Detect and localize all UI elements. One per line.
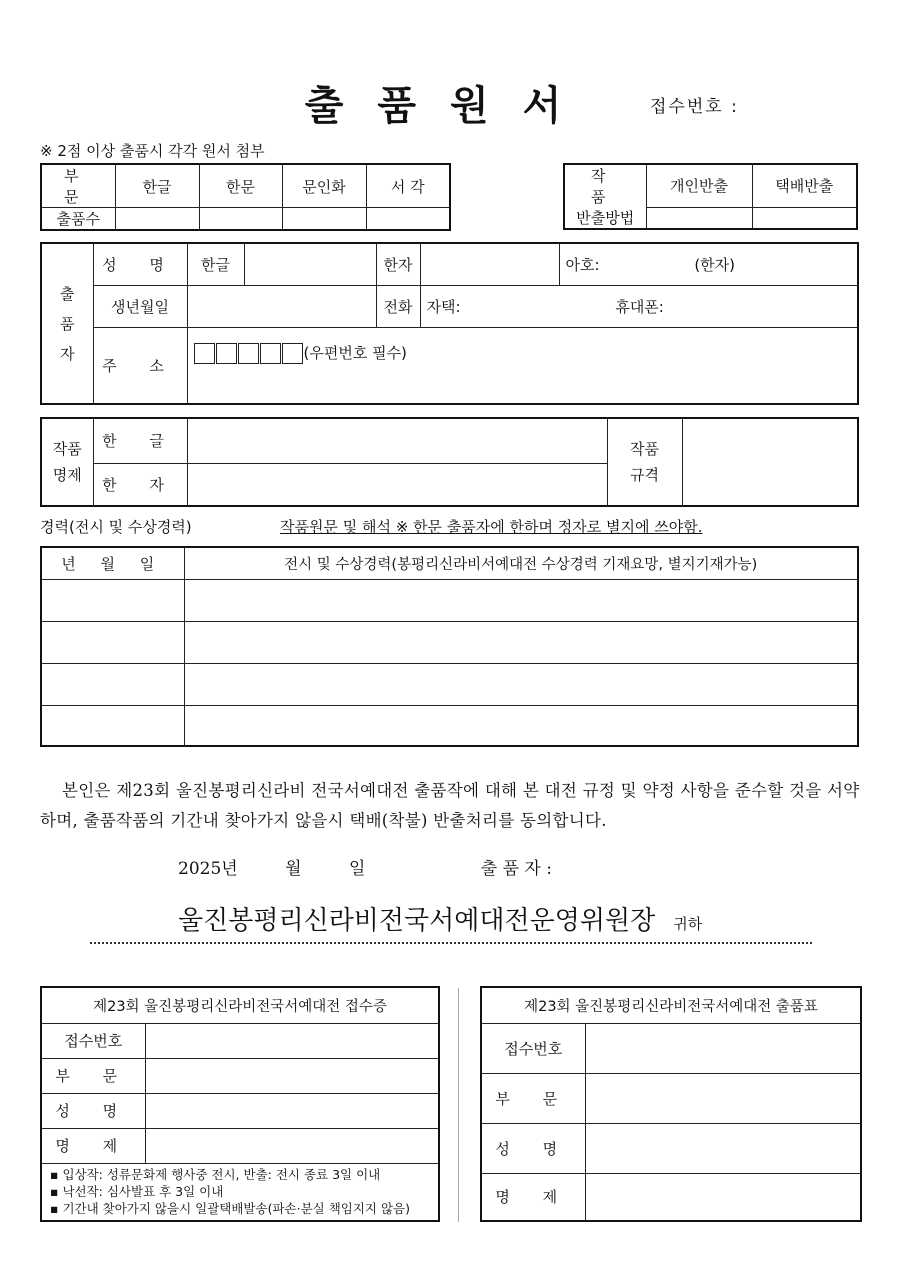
entry-row-label: 부 문 xyxy=(481,1073,585,1123)
applicant-side-label: 출 품 자 xyxy=(41,243,93,404)
committee-name: 울진봉평리신라비전국서예대전운영위원장 xyxy=(178,906,656,936)
receipt-name-field[interactable] xyxy=(145,1093,439,1128)
applicant-table xyxy=(40,242,859,405)
count-hanmun-field[interactable] xyxy=(199,208,282,231)
birth-label: 생년월일 xyxy=(93,285,187,327)
return-delivery-field[interactable] xyxy=(752,207,857,229)
receipt-number-label: 접수번호 : xyxy=(650,97,739,117)
category-label: 부 문 xyxy=(41,164,115,208)
career-desc-field[interactable] xyxy=(184,663,858,705)
receipt-row-label: 명 제 xyxy=(41,1128,145,1163)
address-field[interactable] xyxy=(187,327,858,404)
table-row xyxy=(481,1173,861,1221)
table-row xyxy=(41,1128,439,1163)
date-month: 월 xyxy=(285,859,302,879)
receipt-card-title: 제23회 울진봉평리신라비전국서예대전 접수증 xyxy=(41,987,439,1023)
table-row xyxy=(481,1023,861,1073)
career-table xyxy=(40,546,859,747)
career-date-header: 년 월 일 xyxy=(41,547,184,579)
entry-name-field[interactable] xyxy=(585,1123,861,1173)
career-notice: 작품원문 및 해석 ※ 한문 출품자에 한하며 정자로 별지에 쓰야함. xyxy=(280,518,703,536)
address-label: 주 소 xyxy=(93,327,187,404)
rule-item: ▪ 낙선작: 심사발표 후 3일 이내 xyxy=(50,1183,224,1199)
receipt-card xyxy=(40,986,440,1222)
table-row xyxy=(41,1058,439,1093)
phone-label: 전화 xyxy=(376,285,420,327)
name-label: 성 명 xyxy=(93,243,187,285)
career-heading: 경력(전시 및 수상경력) xyxy=(40,518,192,536)
pen-name-hanja-label: (한자) xyxy=(694,255,736,274)
return-label-top: 작 품 xyxy=(564,164,646,207)
entry-card xyxy=(480,986,862,1222)
receipt-row-label: 성 명 xyxy=(41,1093,145,1128)
committee-line xyxy=(178,900,702,937)
work-hangul-label: 한 글 xyxy=(93,418,187,463)
return-option-delivery: 택배반출 xyxy=(752,164,857,207)
postcode-note: (우편번호 필수) xyxy=(303,343,407,362)
career-desc-header: 전시 및 수상경력(봉평리신라비서예대전 수상경력 기재요망, 별지기재가능) xyxy=(184,547,858,579)
entry-card-title: 제23회 울진봉평리신라비전국서예대전 출품표 xyxy=(481,987,861,1023)
category-hanmun: 한문 xyxy=(199,164,282,208)
attachment-note: ※ 2점 이상 출품시 각각 원서 첨부 xyxy=(40,142,265,160)
career-desc-field[interactable] xyxy=(184,579,858,621)
date-day: 일 xyxy=(348,859,366,879)
return-personal-field[interactable] xyxy=(646,207,752,229)
table-row xyxy=(481,1123,861,1173)
work-spec-field[interactable] xyxy=(682,418,858,506)
entry-row-label: 접수번호 xyxy=(481,1023,585,1073)
receipt-row-label: 접수번호 xyxy=(41,1023,145,1058)
receipt-number-field[interactable] xyxy=(145,1023,439,1058)
career-desc-field[interactable] xyxy=(184,705,858,746)
work-hangul-field[interactable] xyxy=(187,418,607,463)
pen-name-field[interactable] xyxy=(559,243,858,285)
return-method-table xyxy=(563,163,858,230)
receipt-row-label: 부 문 xyxy=(41,1058,145,1093)
career-date-field[interactable] xyxy=(41,579,184,621)
pledge-text: 본인은 제23회 울진봉평리신라비 전국서예대전 출품작에 대해 본 대전 규정 및 약정 사항을 준수할 것을 서약하며, 출품작품의 기간내 찾아가지 않을시 택배(착불) 반출처리를 동의합니다. xyxy=(40,781,860,830)
entry-title-field[interactable] xyxy=(585,1173,861,1221)
table-row xyxy=(41,579,858,621)
birth-field[interactable] xyxy=(187,285,376,327)
career-desc-field[interactable] xyxy=(184,621,858,663)
postcode-boxes[interactable] xyxy=(194,344,304,362)
return-option-personal: 개인반출 xyxy=(646,164,752,207)
phone-field[interactable] xyxy=(420,285,858,327)
name-hangul-label: 한글 xyxy=(187,243,244,285)
date-year: 2025년 xyxy=(178,859,238,879)
name-hanja-label: 한자 xyxy=(376,243,420,285)
work-hanja-field[interactable] xyxy=(187,463,607,506)
career-date-field[interactable] xyxy=(41,663,184,705)
table-row xyxy=(41,1023,439,1058)
career-date-field[interactable] xyxy=(41,705,184,746)
return-label-bottom: 반출방법 xyxy=(564,207,646,229)
receipt-rules xyxy=(41,1163,439,1221)
page-title: 출품원서 xyxy=(304,83,596,129)
table-row xyxy=(41,621,858,663)
career-date-field[interactable] xyxy=(41,621,184,663)
table-row xyxy=(41,1093,439,1128)
work-side-label: 작품 명제 xyxy=(41,418,93,506)
rule-item: ▪ 입상작: 성류문화제 행사중 전시, 반출: 전시 종료 3일 이내 xyxy=(50,1166,381,1182)
category-table xyxy=(40,163,451,231)
table-row xyxy=(41,663,858,705)
applicant-sign-label: 출 품 자 : xyxy=(480,859,552,879)
entry-row-label: 명 제 xyxy=(481,1173,585,1221)
mobile-phone-label: 휴대폰: xyxy=(615,297,664,316)
committee-suffix: 귀하 xyxy=(673,915,703,933)
count-seogak-field[interactable] xyxy=(366,208,450,231)
receipt-title-field[interactable] xyxy=(145,1128,439,1163)
entry-category-field[interactable] xyxy=(585,1073,861,1123)
entry-number-field[interactable] xyxy=(585,1023,861,1073)
home-phone-label: 자택: xyxy=(426,297,461,316)
entry-count-label: 출품수 xyxy=(41,208,115,231)
work-hanja-label: 한 자 xyxy=(93,463,187,506)
category-hangul: 한글 xyxy=(115,164,199,208)
table-row xyxy=(481,1073,861,1123)
name-hangul-field[interactable] xyxy=(244,243,376,285)
work-spec-label: 작품 규격 xyxy=(607,418,682,506)
category-seogak: 서 각 xyxy=(366,164,450,208)
date-line xyxy=(178,854,552,879)
name-hanja-field[interactable] xyxy=(420,243,559,285)
count-hangul-field[interactable] xyxy=(115,208,199,231)
category-munin: 문인화 xyxy=(282,164,366,208)
receipt-category-field[interactable] xyxy=(145,1058,439,1093)
entry-row-label: 성 명 xyxy=(481,1123,585,1173)
cut-line xyxy=(90,942,812,944)
count-munin-field[interactable] xyxy=(282,208,366,231)
rule-item: ▪ 기간내 찾아가지 않을시 일괄택배발송(파손·분실 책임지지 않음) xyxy=(50,1200,410,1216)
work-title-table xyxy=(40,417,859,507)
table-row xyxy=(41,705,858,746)
card-divider xyxy=(458,988,459,1222)
pen-name-label: 아호: xyxy=(565,255,600,274)
